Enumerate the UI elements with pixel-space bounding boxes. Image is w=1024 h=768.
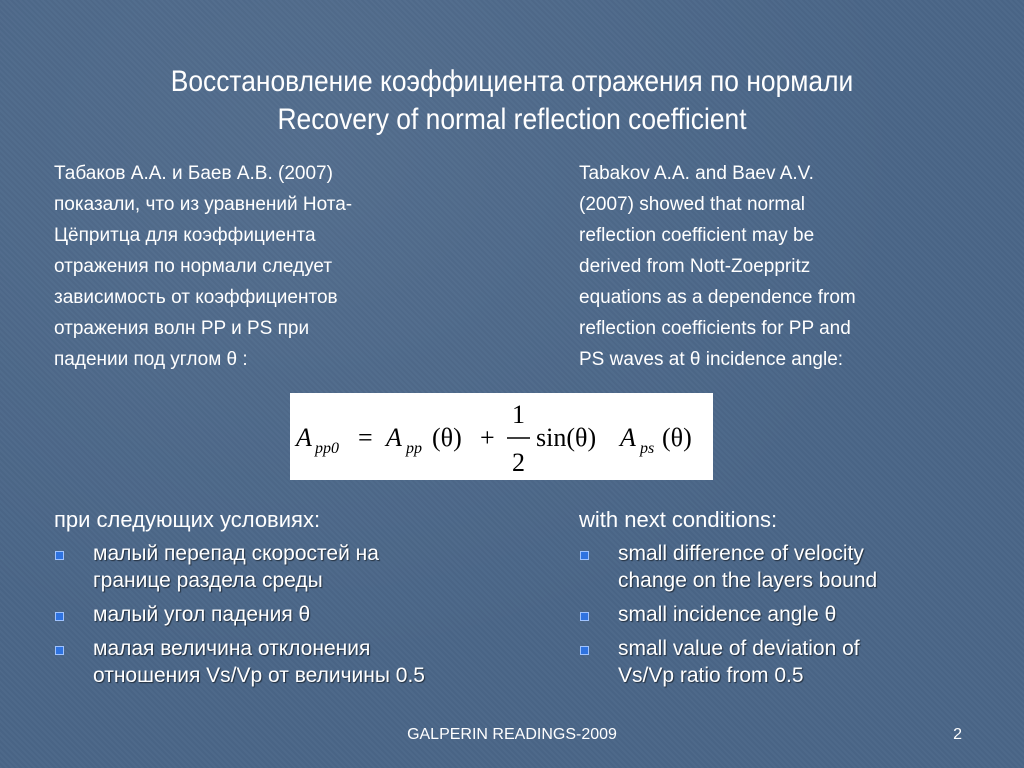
en-paragraph-line: equations as a dependence from	[579, 287, 856, 308]
list-item-line: change on the layers bound	[618, 569, 878, 592]
formula-term1-argument: (θ)	[432, 423, 462, 452]
formula-svg	[290, 393, 713, 480]
list-item-line: малый перепад скоростей на	[93, 542, 379, 565]
formula-lhs-symbol: A	[296, 423, 312, 452]
list-item	[579, 540, 999, 594]
list-item-line: Vs/Vp ratio from 0.5	[618, 664, 804, 687]
ru-paragraph-line: отражения волн PP и PS при	[54, 318, 310, 339]
formula-fraction-numerator: 1	[512, 400, 525, 429]
square-bullet-icon	[580, 612, 589, 621]
ru-paragraph-line: Цёпритца для коэффициента	[54, 225, 316, 246]
formula-term2-argument: (θ)	[662, 423, 692, 452]
ru-paragraph-line: зависимость от коэффициентов	[54, 287, 338, 308]
list-item	[579, 601, 999, 628]
formula-term2-subscript: ps	[640, 440, 655, 457]
formula-term1-subscript: pp	[406, 440, 422, 457]
footer-text: GALPERIN READINGS-2009	[407, 726, 617, 743]
list-item-line: малая величина отклонения	[93, 637, 371, 660]
formula-term2-symbol: A	[620, 423, 636, 452]
ru-paragraph-line: Табаков А.А. и Баев А.В. (2007)	[54, 163, 333, 184]
conditions-heading-ru: при следующих условиях:	[54, 507, 321, 532]
list-item	[54, 635, 524, 689]
en-paragraph	[579, 158, 979, 375]
ru-paragraph-line: падении под углом θ :	[54, 349, 248, 370]
en-paragraph-line: derived from Nott-Zoeppritz	[579, 256, 811, 277]
en-paragraph-line: Tabakov A.A. and Baev A.V.	[579, 163, 814, 184]
ru-paragraph	[54, 158, 474, 375]
formula-lhs-subscript: pp0	[315, 440, 339, 457]
list-item	[54, 540, 524, 594]
formula-sine: sin(θ)	[536, 423, 597, 452]
en-paragraph-line: (2007) showed that normal	[579, 194, 806, 215]
en-paragraph-line: reflection coefficients for PP and	[579, 318, 851, 339]
list-item-line: small incidence angle θ	[618, 603, 837, 626]
square-bullet-icon	[55, 551, 64, 560]
list-item	[579, 635, 999, 689]
list-item	[54, 601, 524, 628]
list-item-line: отношения Vs/Vp от величины 0.5	[93, 664, 425, 687]
square-bullet-icon	[55, 612, 64, 621]
list-item-line: малый угол падения θ	[93, 603, 311, 626]
ru-paragraph-line: показали, что из уравнений Нота-	[54, 194, 353, 215]
square-bullet-icon	[55, 646, 64, 655]
list-item-line: границе раздела среды	[93, 569, 323, 592]
page-number: 2	[953, 726, 962, 743]
conditions-list-ru	[54, 540, 524, 696]
en-paragraph-line: reflection coefficient may be	[579, 225, 815, 246]
conditions-list-en	[579, 540, 999, 696]
en-paragraph-line: PS waves at θ incidence angle:	[579, 349, 844, 370]
conditions-heading-en: with next conditions:	[579, 507, 778, 532]
formula-equals: =	[358, 423, 373, 452]
slide-title-en: Recovery of normal reflection coefficient	[277, 103, 747, 136]
square-bullet-icon	[580, 551, 589, 560]
list-item-line: small value of deviation of	[618, 637, 860, 660]
slide-title-ru: Восстановление коэффициента отражения по нормали	[170, 65, 854, 98]
formula-fraction-denominator: 2	[512, 448, 525, 477]
ru-paragraph-line: отражения по нормали следует	[54, 256, 333, 277]
list-item-line: small difference of velocity	[618, 542, 864, 565]
square-bullet-icon	[580, 646, 589, 655]
formula-term1-symbol: A	[386, 423, 402, 452]
formula-plus: +	[480, 423, 495, 452]
formula-box	[290, 393, 713, 480]
